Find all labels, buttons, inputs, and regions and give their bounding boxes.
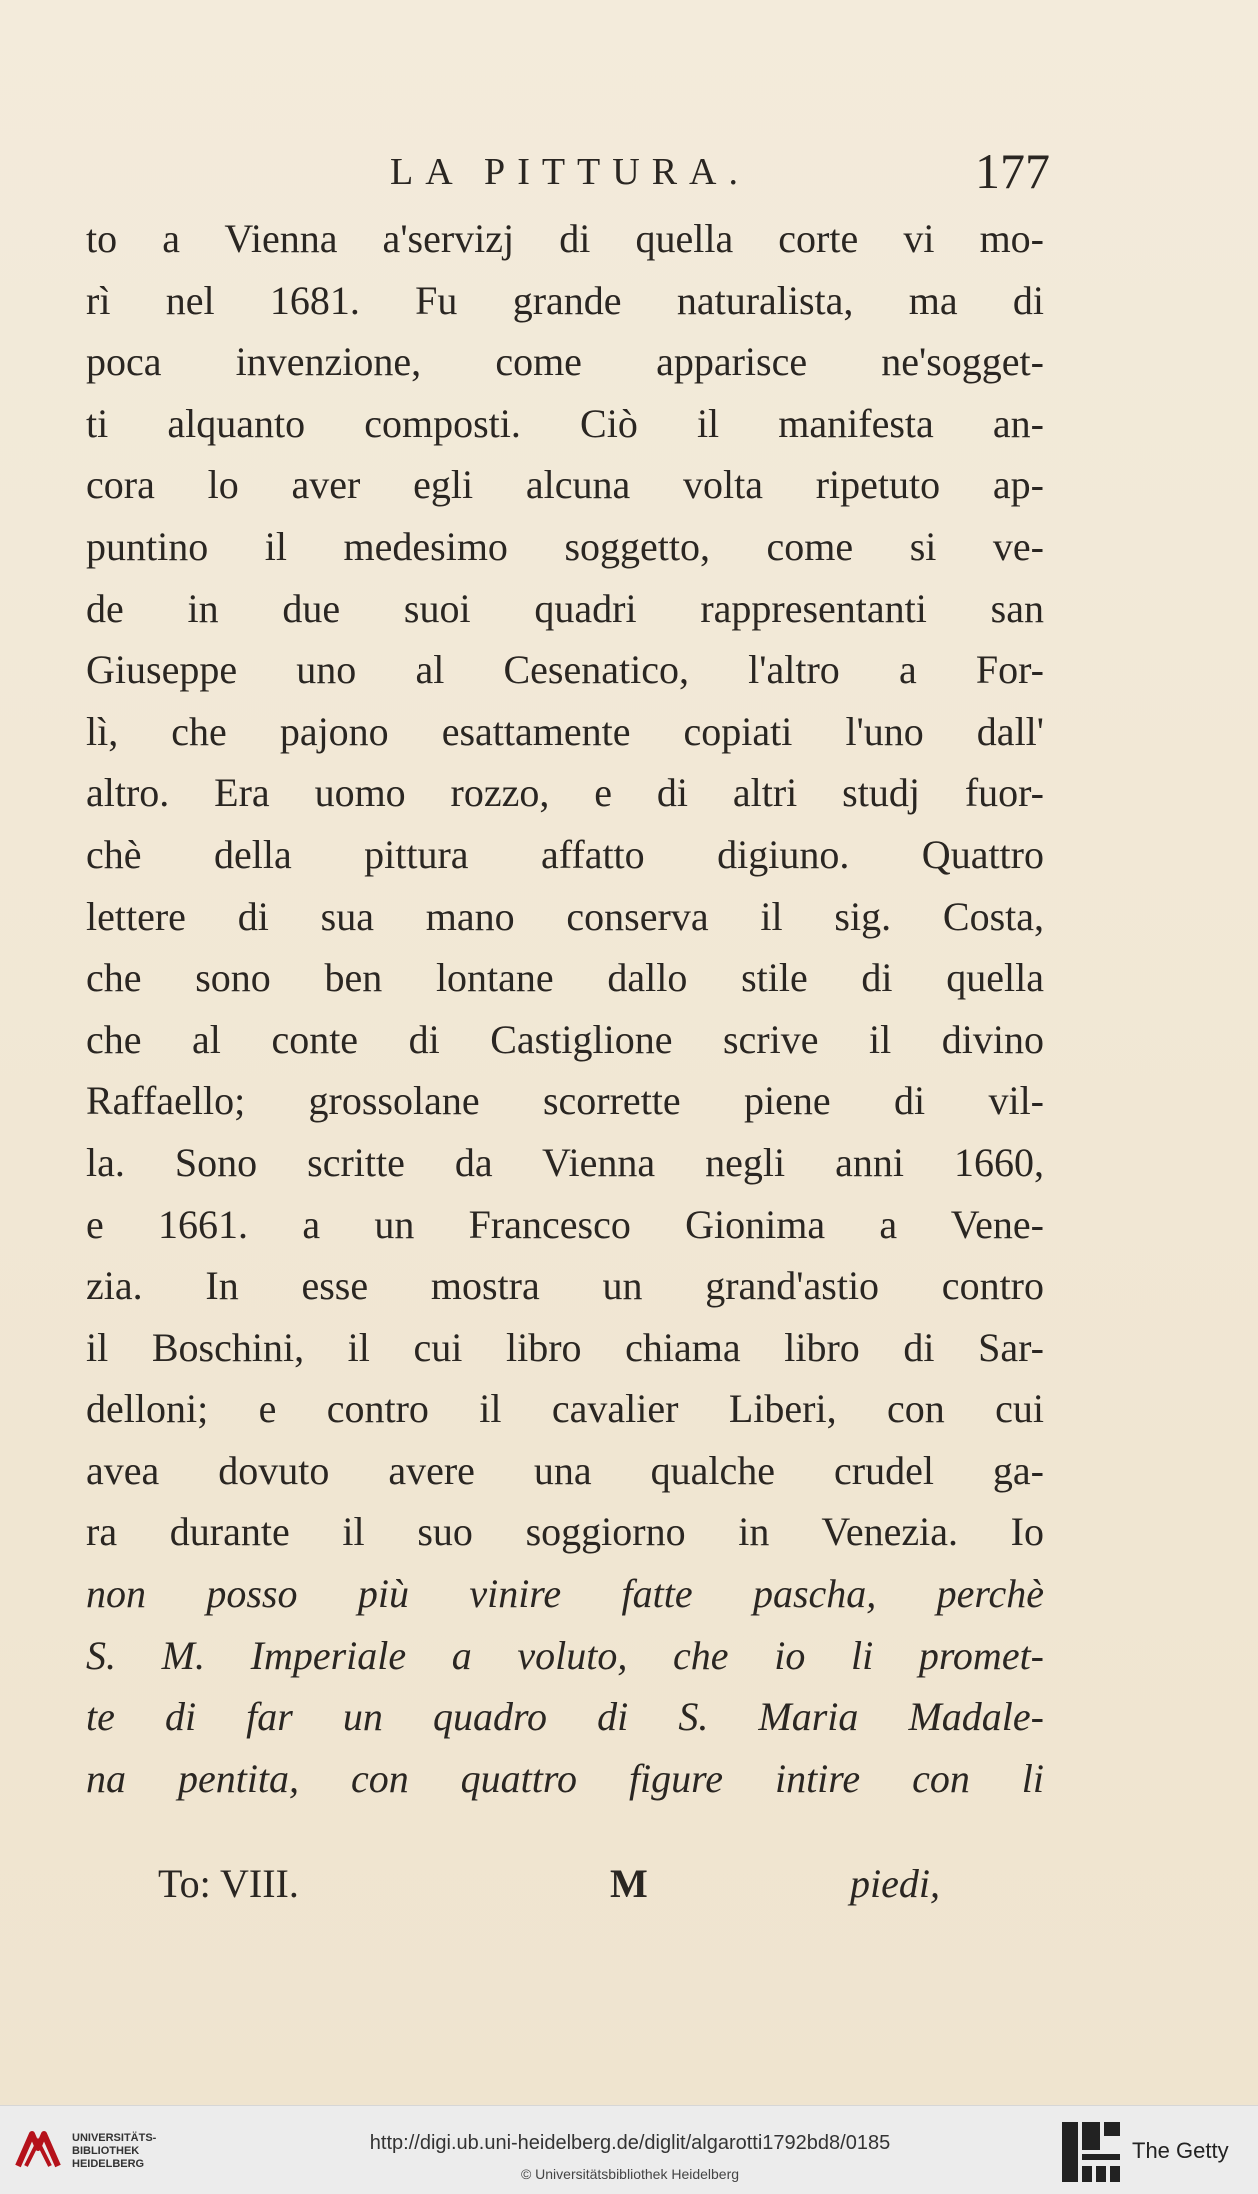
signature-mark: M bbox=[610, 1861, 648, 1906]
text-line: lì, che pajono esattamente copiati l'uno dall' bbox=[86, 708, 1044, 754]
running-head: LA PITTURA. bbox=[390, 151, 750, 193]
text-line: ra durante il suo soggiorno in Venezia. Io bbox=[86, 1509, 1044, 1555]
page-footer bbox=[86, 1860, 1044, 1920]
catchword: piedi, bbox=[850, 1861, 940, 1906]
text-line-italic: S. M. Imperiale a voluto, che io li promet- bbox=[86, 1632, 1044, 1678]
library-name bbox=[72, 2132, 156, 2171]
text-line: avea dovuto avere una qualche crudel ga- bbox=[86, 1447, 1044, 1493]
permalink-url[interactable]: http://digi.ub.uni-heidelberg.de/diglit/algarotti1792bd8/0185 bbox=[369, 2132, 891, 2154]
text-line: to a Vienna a'servizj di quella corte vi mo- bbox=[86, 216, 1044, 261]
text-line: zia. In esse mostra un grand'astio contro bbox=[86, 1263, 1044, 1309]
library-name-line: HEIDELBERG bbox=[72, 2158, 145, 2170]
text-line: chè della pittura affatto digiuno. Quattro bbox=[86, 831, 1044, 877]
text-line: la. Sono scritte da Vienna negli anni 1660, bbox=[86, 1139, 1044, 1185]
text-line: il Boschini, il cui libro chiama libro di Sar- bbox=[86, 1324, 1044, 1370]
university-library-logo[interactable] bbox=[12, 2116, 172, 2184]
text-line: ti alquanto composti. Ciò il manifesta an- bbox=[86, 400, 1044, 446]
text-line: Giuseppe uno al Cesenatico, l'altro a For- bbox=[86, 647, 1044, 693]
getty-mark-icon bbox=[1060, 2120, 1122, 2184]
body-text bbox=[86, 208, 1044, 1809]
copyright-notice: © Universitätsbibliothek Heidelberg bbox=[520, 2166, 740, 2182]
ub-emblem-icon bbox=[12, 2126, 64, 2174]
getty-logo[interactable] bbox=[1060, 2120, 1240, 2184]
library-name-line: BIBLIOTHEK bbox=[72, 2145, 140, 2157]
viewer-footer-bar bbox=[0, 2105, 1258, 2194]
text-line: puntino il medesimo soggetto, come si ve- bbox=[86, 523, 1044, 569]
page-header bbox=[90, 143, 1050, 210]
library-name-line: UNIVERSITÄTS- bbox=[72, 2132, 157, 2144]
text-line: poca invenzione, come apparisce ne'sogget- bbox=[86, 339, 1044, 385]
text-line: delloni; e contro il cavalier Liberi, con cui bbox=[86, 1386, 1044, 1432]
text-line: de in due suoi quadri rappresentanti san bbox=[86, 585, 1044, 631]
text-line: che sono ben lontane dallo stile di quella bbox=[86, 955, 1044, 1001]
text-line: che al conte di Castiglione scrive il divino bbox=[86, 1016, 1044, 1062]
volume-signature: To: VIII. bbox=[158, 1861, 299, 1906]
text-line: Raffaello; grossolane scorrette piene di vil- bbox=[86, 1078, 1044, 1124]
getty-name: The Getty bbox=[1132, 2138, 1229, 2163]
page-number: 177 bbox=[975, 143, 1050, 199]
text-line: rì nel 1681. Fu grande naturalista, ma di bbox=[86, 277, 1044, 323]
text-line: lettere di sua mano conserva il sig. Costa, bbox=[86, 893, 1044, 939]
text-line: altro. Era uomo rozzo, e di altri studj fuor- bbox=[86, 770, 1044, 816]
text-line-italic: non posso più vinire fatte pascha, perchè bbox=[86, 1571, 1044, 1617]
text-line: e 1661. a un Francesco Gionima a Vene- bbox=[86, 1201, 1044, 1247]
text-line: cora lo aver egli alcuna volta ripetuto ap- bbox=[86, 462, 1044, 508]
text-line-italic: na pentita, con quattro figure intire con li bbox=[86, 1755, 1044, 1801]
text-line-italic: te di far un quadro di S. Maria Madale- bbox=[86, 1694, 1044, 1740]
